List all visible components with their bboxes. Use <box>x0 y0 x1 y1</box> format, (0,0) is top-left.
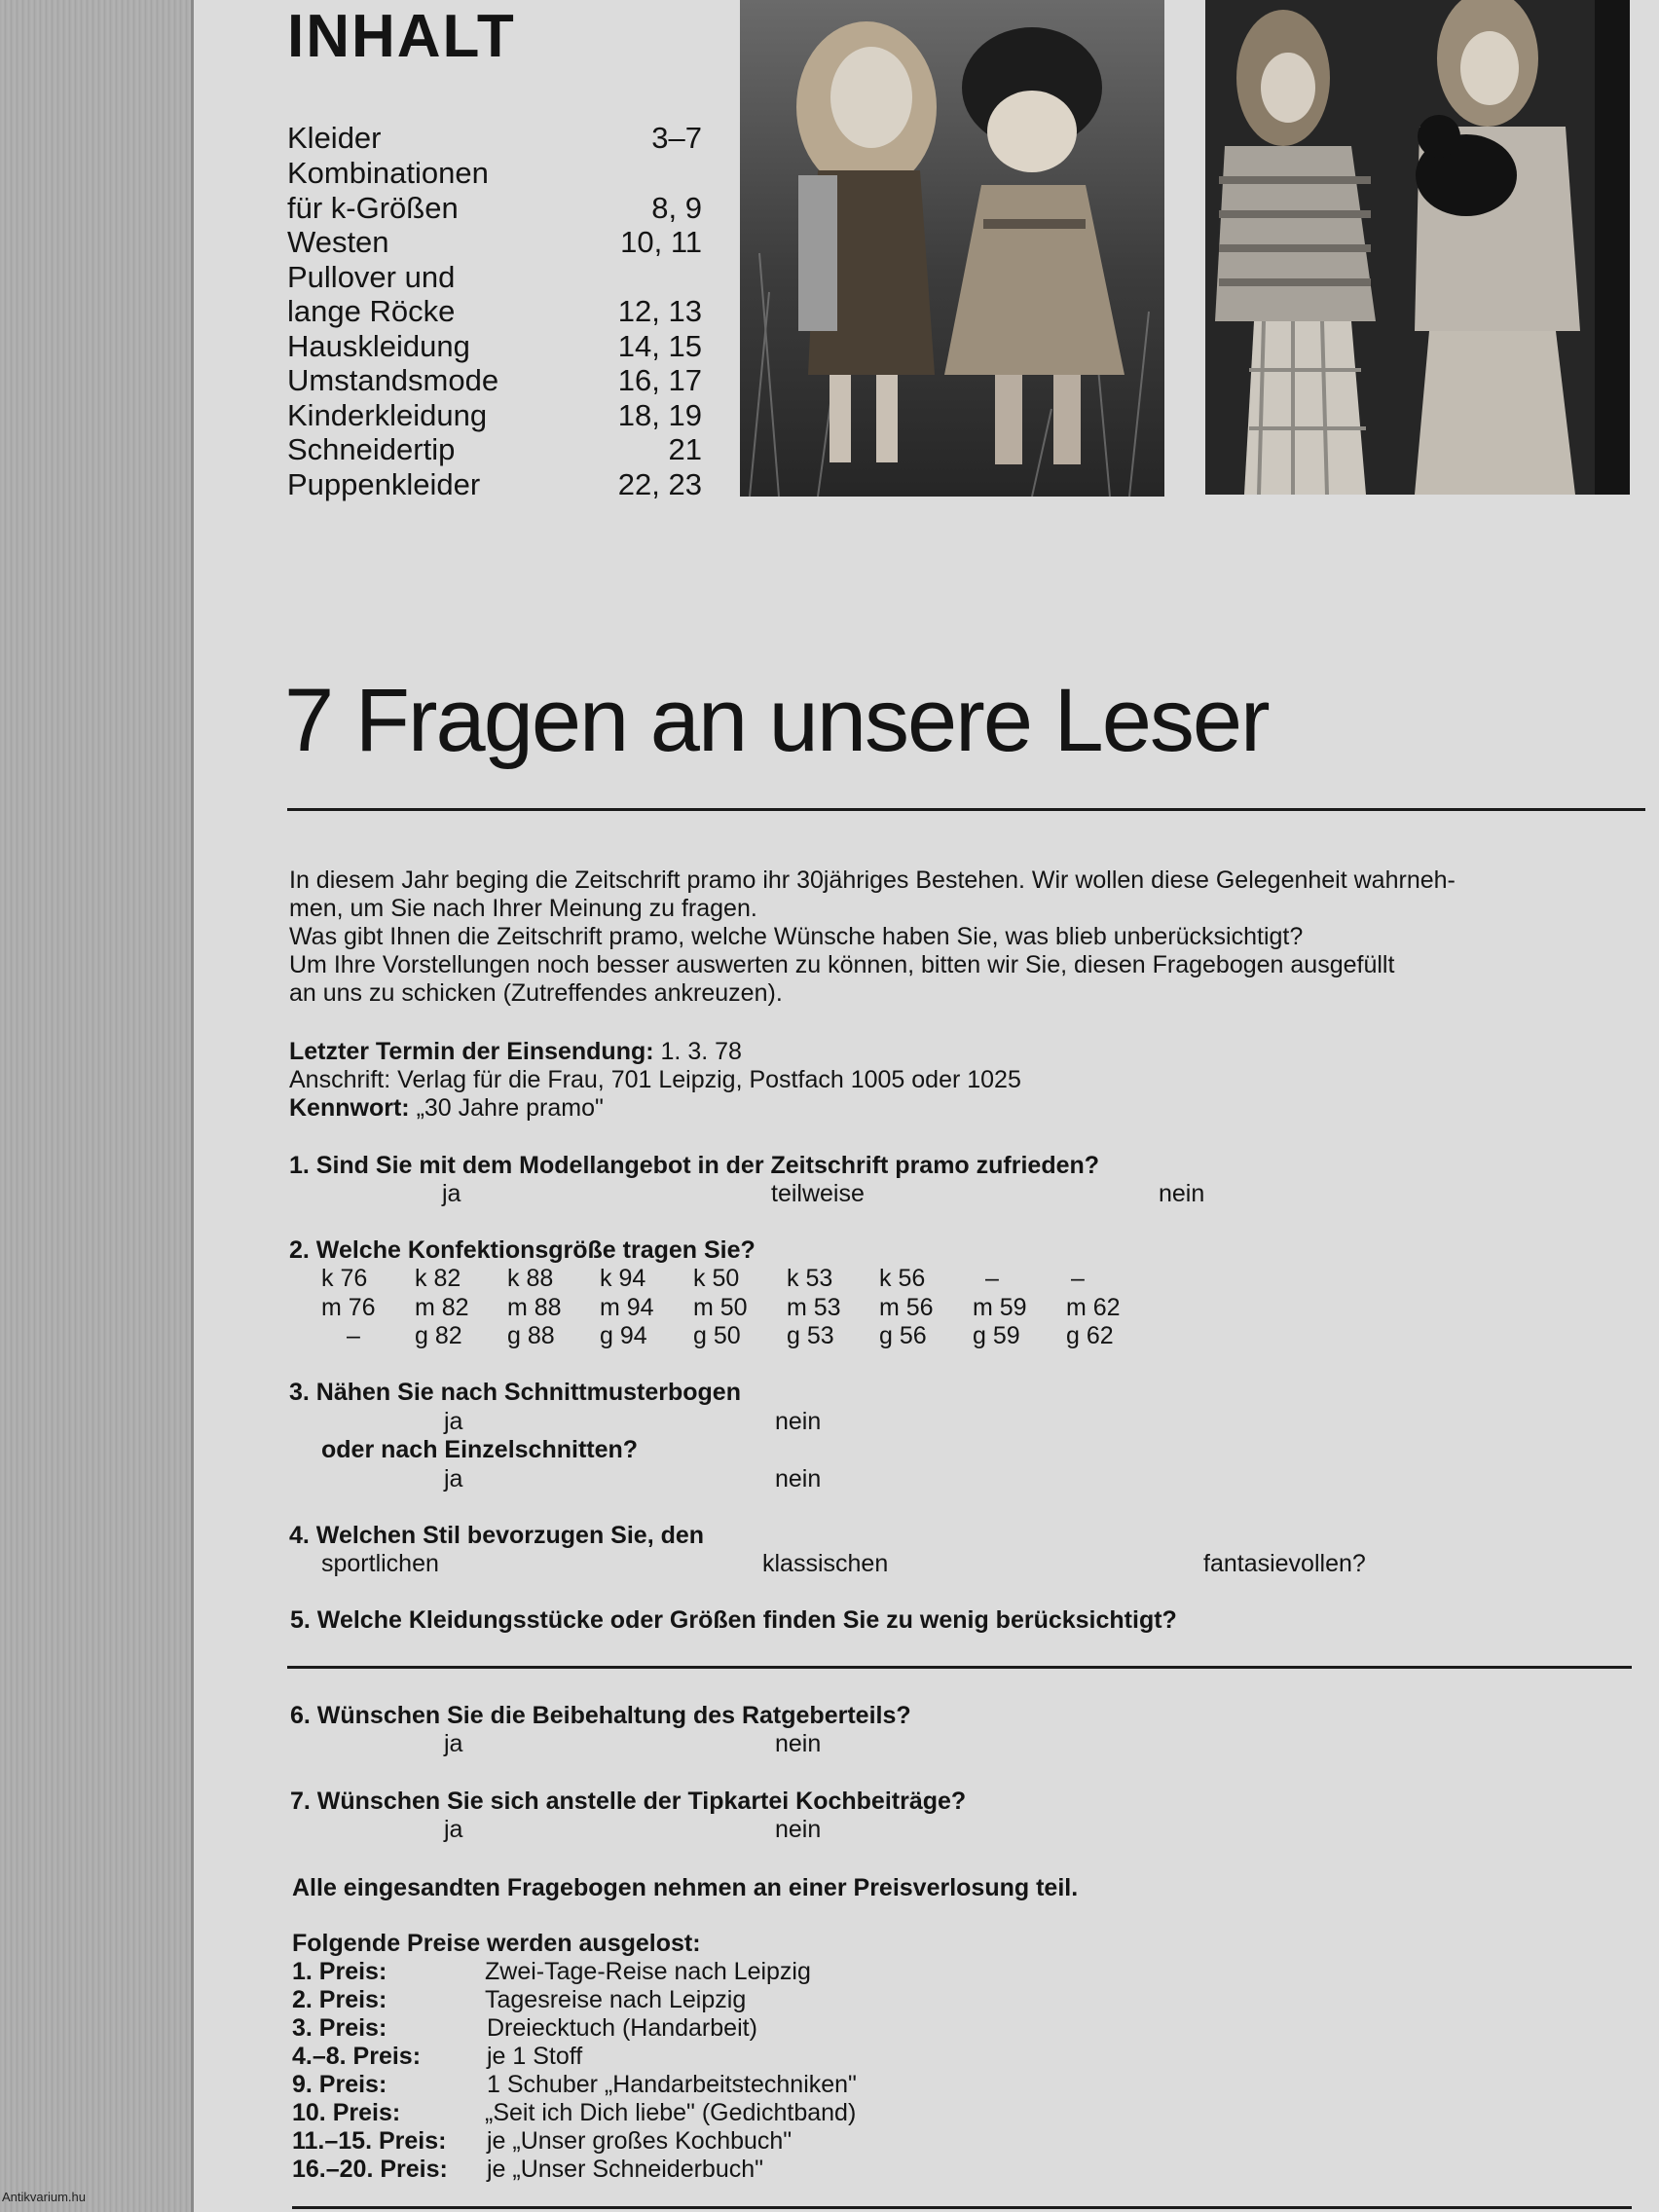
size-option[interactable]: m 56 <box>879 1294 934 1321</box>
prize-item: Tagesreise nach Leipzig <box>485 1986 747 2013</box>
prize-item: Zwei-Tage-Reise nach Leipzig <box>485 1958 811 1985</box>
keyword <box>289 1094 604 1123</box>
toc-item-label: Puppenkleider <box>287 467 481 501</box>
prize-item: „Seit ich Dich liebe" (Gedichtband) <box>485 2099 857 2126</box>
raffle-heading: Folgende Preise werden ausgelost: <box>292 1930 701 1957</box>
size-option[interactable]: g 50 <box>693 1322 741 1349</box>
prize-rank: 2. Preis: <box>292 1986 387 2013</box>
question-3-sub: oder nach Einzelschnitten? <box>321 1436 639 1463</box>
deadline <box>289 1038 742 1066</box>
question-4: 4. Welchen Stil bevorzugen Sie, den <box>289 1522 705 1549</box>
size-option[interactable]: g 59 <box>973 1322 1020 1349</box>
size-option[interactable]: k 56 <box>879 1265 926 1292</box>
prize-item: je 1 Stoff <box>487 2043 583 2070</box>
size-option[interactable]: m 94 <box>600 1294 654 1321</box>
q6-option-nein[interactable]: nein <box>775 1730 822 1757</box>
divider-bottom <box>292 2206 1632 2209</box>
deadline-label: Letzter Termin der Einsendung: <box>289 1038 654 1065</box>
size-option[interactable]: m 88 <box>507 1294 562 1321</box>
size-option[interactable]: k 88 <box>507 1265 554 1292</box>
prize-rank: 4.–8. Preis: <box>292 2043 422 2070</box>
intro-line: In diesem Jahr beging die Zeitschrift pramo ihr 30jähriges Bestehen. Wir wollen diese Gelegenheit wahrneh- <box>289 866 1456 894</box>
size-option[interactable]: g 94 <box>600 1322 647 1349</box>
toc-item-pages: 21 <box>668 432 702 466</box>
size-option[interactable]: k 94 <box>600 1265 646 1292</box>
q3-sub-option-ja[interactable]: ja <box>444 1465 463 1493</box>
prize-rank: 3. Preis: <box>292 2014 387 2042</box>
size-option[interactable]: m 53 <box>787 1294 841 1321</box>
question-2: 2. Welche Konfektionsgröße tragen Sie? <box>289 1236 756 1264</box>
prize-rank: 16.–20. Preis: <box>292 2156 448 2183</box>
prize-item: Dreiecktuch (Handarbeit) <box>487 2014 757 2042</box>
toc-item-pages: 12, 13 <box>617 294 702 328</box>
address: Anschrift: Verlag für die Frau, 701 Leipzig, Postfach 1005 oder 1025 <box>289 1066 1021 1093</box>
size-option[interactable]: m 50 <box>693 1294 748 1321</box>
background-strip <box>0 0 191 2212</box>
prize-item: 1 Schuber „Handarbeitstechniken" <box>487 2071 857 2098</box>
toc-item-pages: 10, 11 <box>620 225 702 259</box>
watermark-credit: Antikvarium.hu <box>2 2190 86 2204</box>
prize-rank: 1. Preis: <box>292 1958 387 1985</box>
q3-option-nein[interactable]: nein <box>775 1408 822 1435</box>
toc-item-label: Pullover und <box>287 260 456 294</box>
intro-line: Um Ihre Vorstellungen noch besser auswerten zu können, bitten wir Sie, diesen Fragebogen ausgefüllt <box>289 951 1395 978</box>
toc-item-label: Kinderkleidung <box>287 398 488 432</box>
size-option[interactable]: m 76 <box>321 1294 376 1321</box>
divider-top <box>287 808 1645 811</box>
toc-title: INHALT <box>287 3 516 70</box>
page-edge <box>191 0 194 2212</box>
prize-item: je „Unser Schneiderbuch" <box>487 2156 764 2183</box>
intro-line: an uns zu schicken (Zutreffendes ankreuzen). <box>289 979 783 1007</box>
size-option[interactable]: g 82 <box>415 1322 462 1349</box>
size-option: – <box>1071 1265 1085 1292</box>
size-option: – <box>347 1322 360 1349</box>
q7-option-nein[interactable]: nein <box>775 1816 822 1843</box>
toc-item-label: für k-Größen <box>287 191 459 225</box>
prize-rank: 9. Preis: <box>292 2071 387 2098</box>
prize-rank: 10. Preis: <box>292 2099 401 2126</box>
keyword-label: Kennwort: <box>289 1094 410 1122</box>
toc-item-pages: 16, 17 <box>617 363 702 397</box>
size-option[interactable]: k 53 <box>787 1265 833 1292</box>
q6-option-ja[interactable]: ja <box>444 1730 463 1757</box>
prize-item: je „Unser großes Kochbuch" <box>487 2127 793 2155</box>
size-option[interactable]: k 76 <box>321 1265 368 1292</box>
size-option[interactable]: m 62 <box>1066 1294 1121 1321</box>
size-option[interactable]: m 59 <box>973 1294 1027 1321</box>
deadline-value: 1. 3. 78 <box>660 1038 742 1065</box>
headline: 7 Fragen an unsere Leser <box>284 671 1269 770</box>
toc-item-label: Kleider <box>287 121 382 155</box>
question-6: 6. Wünschen Sie die Beibehaltung des Ratgeberteils? <box>290 1702 911 1729</box>
question-7: 7. Wünschen Sie sich anstelle der Tipkartei Kochbeiträge? <box>290 1788 967 1815</box>
toc-item-pages: 14, 15 <box>617 329 702 363</box>
size-option[interactable]: g 56 <box>879 1322 927 1349</box>
divider-middle <box>287 1666 1632 1669</box>
photo-women-with-cat <box>1205 0 1630 495</box>
toc-item-label: Westen <box>287 225 389 259</box>
question-5: 5. Welche Kleidungsstücke oder Größen finden Sie zu wenig berücksichtigt? <box>290 1606 1177 1634</box>
size-option[interactable]: m 82 <box>415 1294 469 1321</box>
raffle-statement: Alle eingesandten Fragebogen nehmen an einer Preisverlosung teil. <box>292 1874 1079 1901</box>
size-option[interactable]: g 88 <box>507 1322 555 1349</box>
size-option: – <box>985 1265 999 1292</box>
prize-rank: 11.–15. Preis: <box>292 2127 447 2155</box>
toc-item-pages: 8, 9 <box>651 191 702 225</box>
q3-sub-option-nein[interactable]: nein <box>775 1465 822 1493</box>
question-3: 3. Nähen Sie nach Schnittmusterbogen <box>289 1379 741 1406</box>
q4-option-fantasievollen[interactable]: fantasievollen? <box>1203 1550 1366 1577</box>
q3-option-ja[interactable]: ja <box>444 1408 463 1435</box>
toc-item-pages: 22, 23 <box>617 467 702 501</box>
size-option[interactable]: k 82 <box>415 1265 461 1292</box>
size-option[interactable]: g 62 <box>1066 1322 1114 1349</box>
photo-dolls <box>740 0 1164 497</box>
keyword-value: „30 Jahre pramo" <box>416 1094 604 1122</box>
size-option[interactable]: g 53 <box>787 1322 834 1349</box>
size-option[interactable]: k 50 <box>693 1265 740 1292</box>
q1-option-ja[interactable]: ja <box>442 1180 461 1207</box>
toc-item-pages: 3–7 <box>651 121 702 155</box>
intro-line: men, um Sie nach Ihrer Meinung zu fragen. <box>289 895 757 922</box>
q7-option-ja[interactable]: ja <box>444 1816 463 1843</box>
question-1: 1. Sind Sie mit dem Modellangebot in der Zeitschrift pramo zufrieden? <box>289 1152 1100 1179</box>
q4-option-klassischen[interactable]: klassischen <box>762 1550 889 1577</box>
toc-item-label: Kombinationen <box>287 156 489 190</box>
q1-option-nein[interactable]: nein <box>1159 1180 1205 1207</box>
q4-option-sportlichen[interactable]: sportlichen <box>321 1550 439 1577</box>
toc-item-label: Schneidertip <box>287 432 456 466</box>
intro-line: Was gibt Ihnen die Zeitschrift pramo, welche Wünsche haben Sie, was blieb unberücksichtigt? <box>289 923 1304 950</box>
toc-item-label: lange Röcke <box>287 294 456 328</box>
q1-option-teilweise[interactable]: teilweise <box>771 1180 865 1207</box>
toc-item-label: Umstandsmode <box>287 363 499 397</box>
toc-item-label: Hauskleidung <box>287 329 470 363</box>
toc-item-pages: 18, 19 <box>617 398 702 432</box>
